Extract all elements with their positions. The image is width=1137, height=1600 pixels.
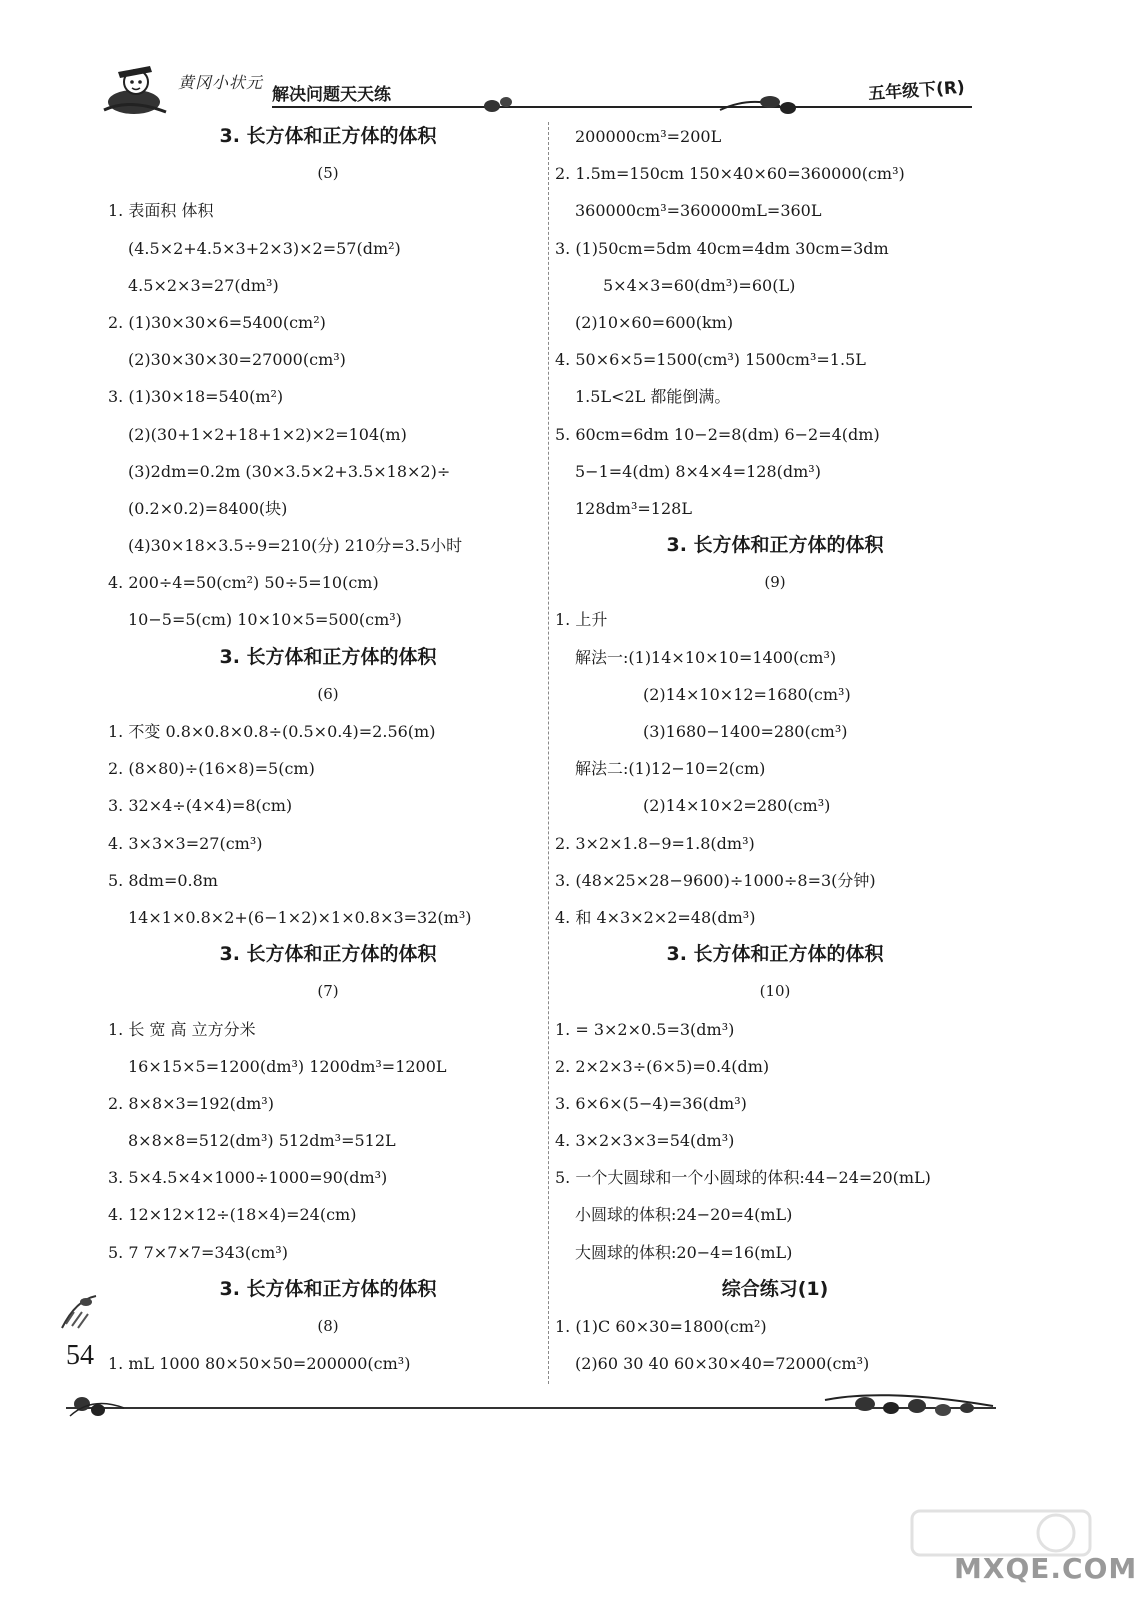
answer-line: 2. (1)30×30×6=5400(cm²) xyxy=(108,312,326,332)
section-title: 3. 长方体和正方体的体积 xyxy=(219,943,437,966)
answer-line: 5. 8dm=0.8m xyxy=(108,870,218,890)
answer-line: (0.2×0.2)=8400(块) xyxy=(128,498,288,518)
section-number: (8) xyxy=(317,1317,339,1335)
answer-line: (2)10×60=600(km) xyxy=(575,312,734,332)
section-title: 3. 长方体和正方体的体积 xyxy=(666,943,884,966)
answer-line: 1. (1)C 60×30=1800(cm²) xyxy=(555,1317,767,1336)
left-column xyxy=(108,118,548,1382)
answer-line: 14×1×0.8×2+(6−1×2)×1×0.8×3=32(m³) xyxy=(128,907,472,927)
answer-line: 8×8×8=512(dm³) 512dm³=512L xyxy=(128,1131,396,1151)
vine-decoration xyxy=(480,92,810,118)
answer-line: 2. 2×2×3÷(6×5)=0.4(dm) xyxy=(555,1056,770,1076)
mascot-illustration xyxy=(100,58,170,118)
section-title: 3. 长方体和正方体的体积 xyxy=(219,1277,437,1300)
answer-line: 10−5=5(cm) 10×10×5=500(cm³) xyxy=(128,610,402,630)
section-number: (5) xyxy=(317,164,339,183)
answer-line: 解法二:(1)12−10=2(cm) xyxy=(575,759,766,779)
section-number: (6) xyxy=(317,684,339,703)
section-title: 3. 长方体和正方体的体积 xyxy=(219,125,437,147)
answer-line: 4. 50×6×5=1500(cm³) 1500cm³=1.5L xyxy=(555,350,866,370)
vine-decoration-left xyxy=(66,1386,126,1420)
answer-line: 3. 6×6×(5−4)=36(dm³) xyxy=(555,1093,747,1113)
answer-line: 小圆球的体积:24−20=4(mL) xyxy=(575,1205,793,1225)
vine-decoration-right xyxy=(825,1386,995,1420)
answer-line: 128dm³=128L xyxy=(575,498,692,518)
answer-line: 解法一:(1)14×10×10=1400(cm³) xyxy=(575,647,837,667)
answer-line: 5. 一个大圆球和一个小圆球的体积:44−24=20(mL) xyxy=(555,1168,931,1188)
section-number: (7) xyxy=(317,982,339,1001)
answer-line: 3. 32×4÷(4×4)=8(cm) xyxy=(108,796,293,816)
answer-line: 1. 表面积 体积 xyxy=(108,201,214,221)
section-number: (9) xyxy=(764,573,786,592)
answer-line: 1.5L<2L 都能倒满。 xyxy=(575,387,731,407)
answer-line: 4. 3×2×3×3=54(dm³) xyxy=(555,1131,735,1151)
grade-label: 五年级下(R) xyxy=(867,77,966,105)
page-number: 54 xyxy=(66,1340,94,1371)
answer-line: 5. 60cm=6dm 10−2=8(dm) 6−2=4(dm) xyxy=(555,424,880,444)
answer-line: 16×15×5=1200(dm³) 1200dm³=1200L xyxy=(128,1056,447,1076)
answer-line: (4)30×18×3.5÷9=210(分) 210分=3.5小时 xyxy=(128,536,463,556)
answer-line: 5×4×3=60(dm³)=60(L) xyxy=(603,275,796,295)
column-divider xyxy=(548,122,549,1384)
section-title: 3. 长方体和正方体的体积 xyxy=(219,645,437,668)
section-title: 3. 长方体和正方体的体积 xyxy=(666,534,884,557)
answer-line: 2. (8×80)÷(16×8)=5(cm) xyxy=(108,759,315,779)
answer-line: 2. 1.5m=150cm 150×40×60=360000(cm³) xyxy=(555,164,905,184)
section-number: (10) xyxy=(759,982,791,1001)
answer-line: 2. 3×2×1.8−9=1.8(dm³) xyxy=(555,833,755,853)
answer-line: 3. (1)30×18=540(m²) xyxy=(108,387,284,407)
answer-line: (4.5×2+4.5×3+2×3)×2=57(dm²) xyxy=(128,238,401,258)
brand-logo-text: 黄冈小状元 xyxy=(178,73,264,92)
answer-line: 3. (48×25×28−9600)÷1000÷8=3(分钟) xyxy=(555,870,876,890)
page-header xyxy=(0,0,1103,120)
answer-line: (2)14×10×2=280(cm³) xyxy=(643,796,831,816)
answer-line: 4. 12×12×12÷(18×4)=24(cm) xyxy=(108,1205,357,1225)
series-title: 解决问题天天练 xyxy=(272,85,391,105)
answer-line: (2)30×30×30=27000(cm³) xyxy=(128,350,346,370)
answer-line: 2. 8×8×3=192(dm³) xyxy=(108,1093,274,1113)
answer-line: 200000cm³=200L xyxy=(575,127,722,146)
answer-line: 1. mL 1000 80×50×50=200000(cm³) xyxy=(108,1354,411,1374)
answer-line: 4. 3×3×3=27(cm³) xyxy=(108,833,263,853)
answer-line: (3)2dm=0.2m (30×3.5×2+3.5×18×2)÷ xyxy=(128,461,451,481)
answer-line: 1. 不变 0.8×0.8×0.8÷(0.5×0.4)=2.56(m) xyxy=(108,722,436,741)
answer-line: (3)1680−1400=280(cm³) xyxy=(643,722,848,741)
answer-line: (2)60 30 40 60×30×40=72000(cm³) xyxy=(575,1354,870,1374)
answer-line: 360000cm³=360000mL=360L xyxy=(575,201,822,221)
answer-line: 1. 上升 xyxy=(555,610,608,630)
answer-line: 5−1=4(dm) 8×4×4=128(dm³) xyxy=(575,461,821,481)
answer-line: 3. 5×4.5×4×1000÷1000=90(dm³) xyxy=(108,1168,388,1188)
bug-illustration xyxy=(56,1290,100,1334)
answer-line: (2)(30+1×2+18+1×2)×2=104(m) xyxy=(128,424,407,444)
answer-line: 1. = 3×2×0.5=3(dm³) xyxy=(555,1019,735,1039)
section-title: 综合练习(1) xyxy=(721,1277,829,1300)
answer-line: 1. 长 宽 高 立方分米 xyxy=(108,1019,256,1039)
right-column xyxy=(555,118,995,1382)
answer-line: 4. 和 4×3×2×2=48(dm³) xyxy=(555,907,756,927)
answer-line: 5. 7 7×7×7=343(cm³) xyxy=(108,1242,288,1262)
answer-line: 大圆球的体积:20−4=16(mL) xyxy=(575,1242,793,1262)
answer-line: (2)14×10×12=1680(cm³) xyxy=(643,684,851,704)
answer-line: 3. (1)50cm=5dm 40cm=4dm 30cm=3dm xyxy=(555,238,889,258)
watermark-text: MXQE.COM xyxy=(954,1552,1137,1585)
answer-line: 4.5×2×3=27(dm³) xyxy=(128,275,279,295)
answer-line: 4. 200÷4=50(cm²) 50÷5=10(cm) xyxy=(108,573,379,593)
